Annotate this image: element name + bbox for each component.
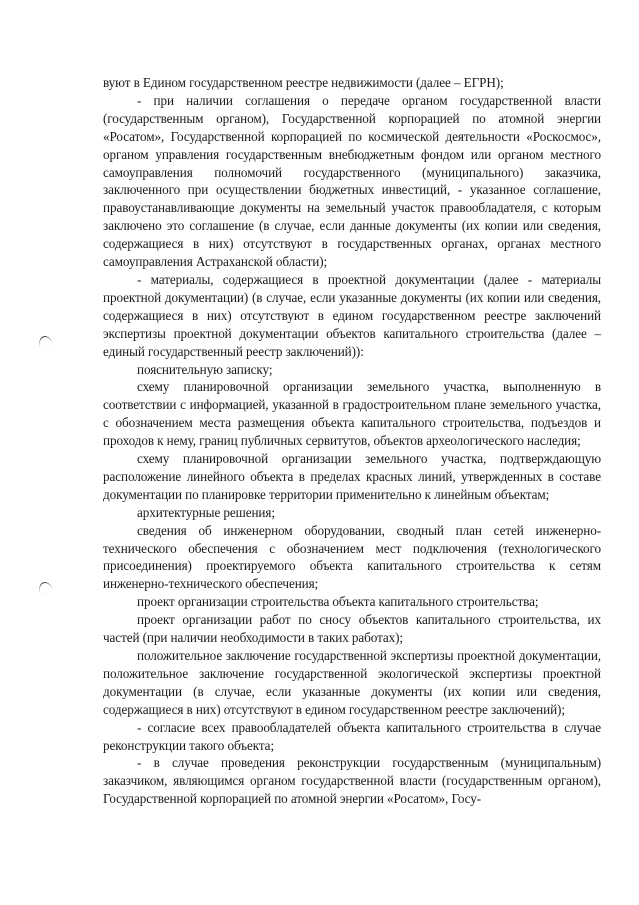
paragraph-site-plan-scheme: схему планировочной организации земельного участка, выполненную в соответствии с информацией, указанной в градостроительном плане земельного участка, с обозначением места размещения объекта капитального строительства, подъездов и проходов к нему, границ публичных сервитутов, объектов археологического наследия; — [103, 379, 601, 449]
paragraph-expertise-conclusion: положительное заключение государственной экспертизы проектной документации, положительное заключение государственной экологической экспертизы проектной документации (в случае, если указанные документы (их копии или сведения, содержащиеся в них) отсутствуют в едином государственном реестре заключений); — [103, 648, 601, 717]
paragraph-project-materials: - материалы, содержащиеся в проектной документации (далее - материалы проектной документации) (в случае, если указанные документы (их копии или сведения, содержащиеся в них) отсутствуют в едином государственном реестре заключений экспертизы проектной документации объектов капитального строительства (далее – единый государственный реестр заключений)): — [103, 271, 601, 359]
paragraph-owners-consent: - согласие всех правообладателей объекта капитального строительства в случае реконструкции такого объекта; — [103, 719, 601, 753]
paragraph-engineering-equipment: сведения об инженерном оборудовании, сводный план сетей инженерно-технического обеспечения с обозначением мест подключения (технологического присоединения) проектируемого объекта капитального строительства к сетям инженерно-технического обеспечения; — [103, 522, 601, 592]
document-body — [103, 74, 601, 808]
paragraph-demolition-project: проект организации работ по сносу объектов капитального строительства, их частей (при наличии необходимости в таких работах); — [103, 612, 601, 646]
hole-punch-mark-top — [37, 334, 54, 349]
paragraph-explanatory-note: пояснительную записку; — [137, 361, 273, 377]
hole-punch-mark-bottom — [37, 580, 54, 595]
paragraph-architectural-solutions: архитектурные решения; — [137, 504, 275, 520]
paragraph-construction-organization: проект организации строительства объекта капитального строительства; — [137, 594, 539, 610]
paragraph-egrn-continuation: вуют в Едином государственном реестре недвижимости (далее – ЕГРН); — [103, 75, 504, 90]
paragraph-linear-object-scheme: схему планировочной организации земельного участка, подтверждающую расположение линейного объекта в пределах красных линий, утвержденных в составе документации по планировке территории применительно к линейным объектам; — [103, 451, 601, 502]
paragraph-reconstruction-customer: - в случае проведения реконструкции государственным (муниципальным) заказчиком, являющимся органом государственной власти (государственным органом), Государственной корпорацией по атомной энергии «Росатом», Госу- — [103, 755, 601, 807]
paragraph-agreement: - при наличии соглашения о передаче органом государственной власти (государственным органом), Государственной корпорацией по атомной энергии «Росатом», Государственной корпорацией по космической деятельности «Роскосмос», органом управления государственным внебюджетным фондом или органом местного самоуправления полномочий государственного (муниципального) заказчика, заключенного при осуществлении бюджетных инвестиций, - указанное соглашение, правоустанавливающие документы на земельный участок правообладателя, с которым заключено это соглашение (в случае, если данные документы (их копии или сведения, содержащиеся в них) отсутствуют в государственных органах, органах местного самоуправления Астраханской области); — [103, 92, 601, 270]
